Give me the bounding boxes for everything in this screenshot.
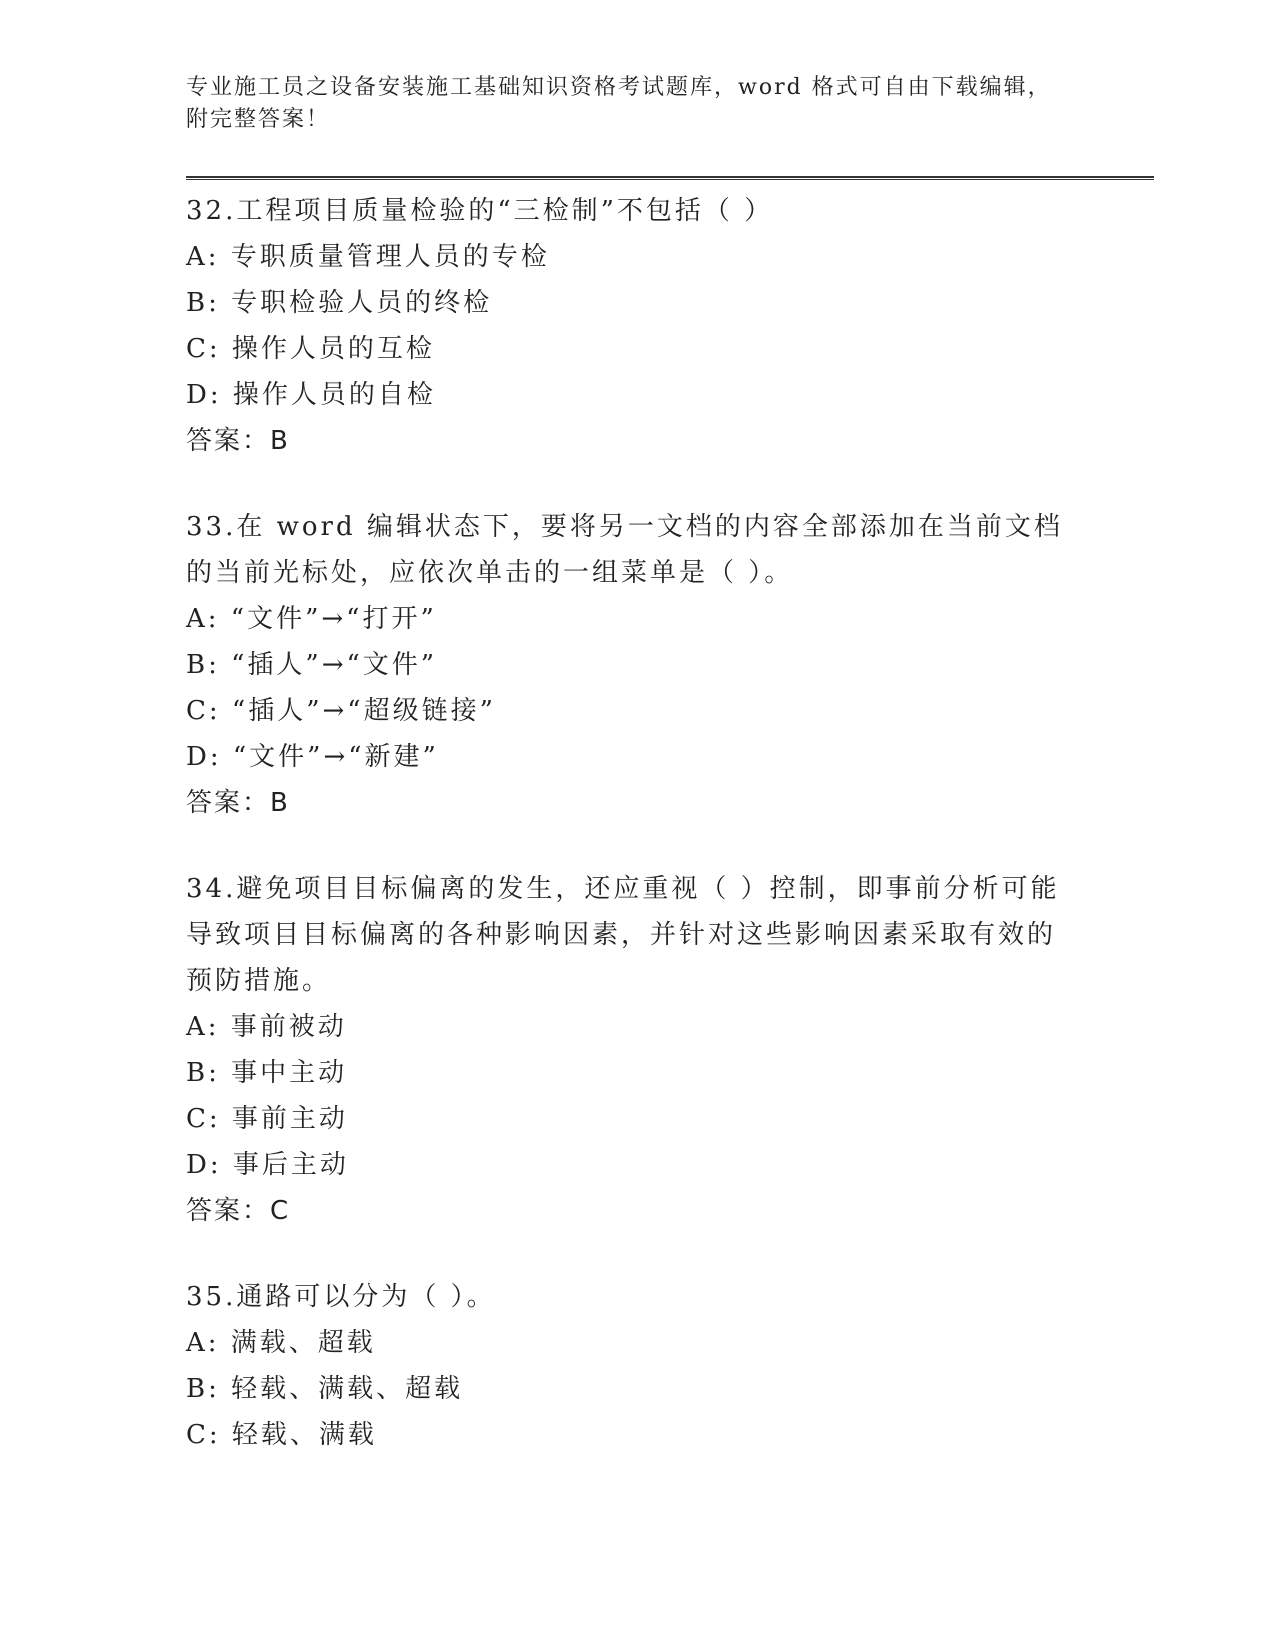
header-title: 专业施工员之设备安装施工基础知识资格考试题库，word 格式可自由下载编辑，附完整答案！ xyxy=(186,75,1052,132)
question-33 xyxy=(186,504,1066,826)
option-a: A: “文件”→“打开” xyxy=(186,604,437,634)
option-a: A: 事前被动 xyxy=(186,1012,347,1042)
question-list xyxy=(186,188,1066,1498)
option-c: C: “插人”→“超级链接” xyxy=(186,696,496,726)
option-d: D: “文件”→“新建” xyxy=(186,742,439,772)
question-text: 34.避免项目目标偏离的发生，还应重视（ ）控制，即事前分析可能导致项目目标偏离的各种影响因素，并针对这些影响因素采取有效的预防措施。 xyxy=(186,874,1060,996)
option-c: C: 操作人员的互检 xyxy=(186,334,435,364)
option-a: A: 满载、超载 xyxy=(186,1328,376,1358)
question-text: 35.通路可以分为（ ）。 xyxy=(186,1282,496,1312)
option-c: C: 轻载、满载 xyxy=(186,1420,377,1450)
option-b: B: 事中主动 xyxy=(186,1058,348,1088)
option-d: D: 操作人员的自检 xyxy=(186,380,436,410)
question-text: 32.工程项目质量检验的“三检制”不包括（ ） xyxy=(186,196,774,226)
answer: 答案：B xyxy=(186,426,290,456)
option-b: B: “插人”→“文件” xyxy=(186,650,438,680)
option-b: B: 专职检验人员的终检 xyxy=(186,288,493,318)
question-text: 33.在 word 编辑状态下，要将另一文档的内容全部添加在当前文档的当前光标处，应依次单击的一组菜单是（ ）。 xyxy=(186,512,1063,588)
header-divider xyxy=(186,176,1154,180)
option-a: A: 专职质量管理人员的专检 xyxy=(186,242,550,272)
question-34 xyxy=(186,866,1066,1234)
option-d: D: 事后主动 xyxy=(186,1150,349,1180)
question-35 xyxy=(186,1274,1066,1458)
document-header xyxy=(186,72,1066,136)
answer: 答案：B xyxy=(186,788,290,818)
question-32 xyxy=(186,188,1066,464)
answer: 答案：C xyxy=(186,1196,291,1226)
option-b: B: 轻载、满载、超载 xyxy=(186,1374,464,1404)
option-c: C: 事前主动 xyxy=(186,1104,348,1134)
